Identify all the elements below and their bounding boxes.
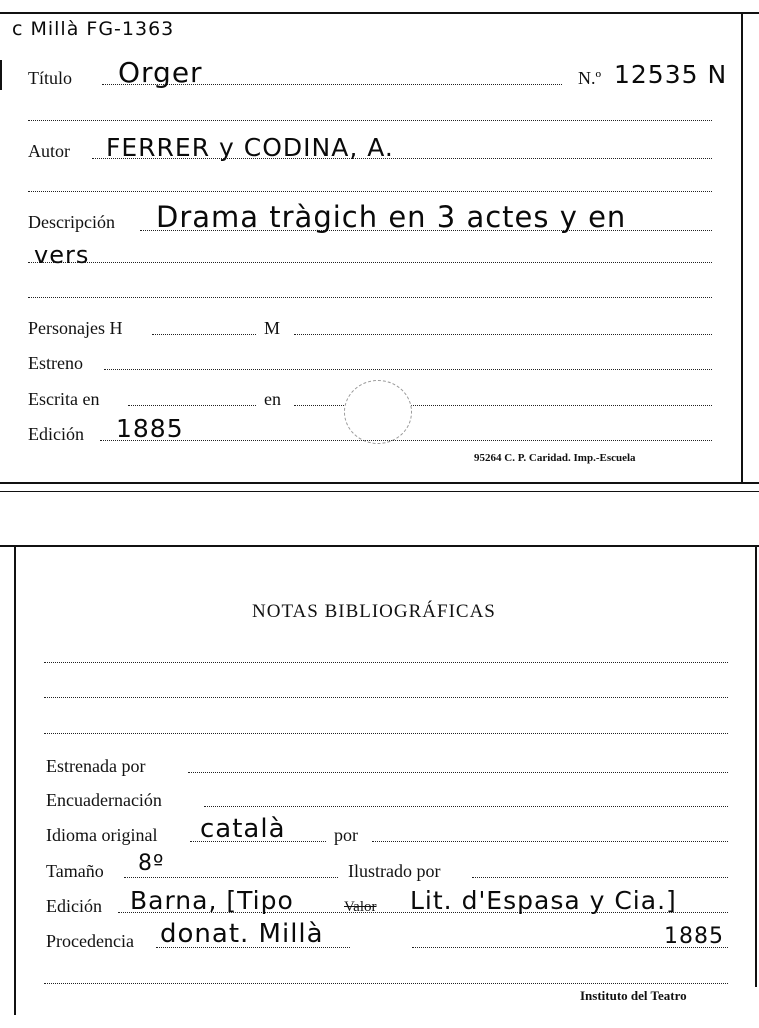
escrita-label: Escrita en <box>28 389 100 409</box>
descripcion-second-line <box>28 262 712 263</box>
tamano-line <box>124 877 338 878</box>
numero-value: 12535 N <box>614 60 728 89</box>
notas-line-1 <box>44 662 728 663</box>
card-1-left-mark <box>0 60 2 90</box>
card-2-left-border <box>14 545 16 1015</box>
descripcion-label: Descripción <box>28 212 115 232</box>
idioma-label: Idioma original <box>46 825 158 845</box>
titulo-value: Orger <box>118 56 203 89</box>
tamano-label: Tamaño <box>46 861 104 881</box>
procedencia-year: 1885 <box>664 924 724 949</box>
card-1-bottom-border-2 <box>0 491 759 492</box>
descripcion-value-2: vers <box>34 241 90 269</box>
procedencia-label: Procedencia <box>46 931 134 951</box>
edicion2-label: Edición <box>46 896 102 916</box>
titulo-second-line <box>28 120 712 121</box>
card-1-bottom-border <box>0 482 759 484</box>
card-2-right-border <box>755 547 757 987</box>
edicion-label: Edición <box>28 424 84 444</box>
punch-hole <box>344 380 412 444</box>
encuadernacion-line <box>204 806 728 807</box>
card-2-bottom-line <box>44 983 728 984</box>
descripcion-third-line <box>28 297 712 298</box>
card-1-right-border <box>741 14 743 484</box>
autor-value: FERRER y CODINA, A. <box>106 133 394 162</box>
notas-line-2 <box>44 697 728 698</box>
personajes-m-line <box>294 334 712 335</box>
edicion-value: 1885 <box>116 414 184 443</box>
encuadernacion-label: Encuadernación <box>46 790 162 810</box>
estreno-line <box>104 369 712 370</box>
notas-line-3 <box>44 733 728 734</box>
estrenada-line <box>188 772 728 773</box>
descripcion-value-1: Drama tràgich en 3 actes y en <box>156 200 627 234</box>
autor-second-line <box>28 191 712 192</box>
card-1-top-border <box>0 12 759 14</box>
idioma-value: català <box>200 814 286 844</box>
estreno-label: Estreno <box>28 353 83 373</box>
edicion2-value-1: Barna, [Tipo <box>130 886 294 915</box>
tamano-value: 8º <box>138 851 165 876</box>
autor-label: Autor <box>28 141 70 161</box>
procedencia-value: donat. Millà <box>160 919 324 949</box>
card-2-top-border <box>0 545 759 547</box>
notas-heading: NOTAS BIBLIOGRÁFICAS <box>252 601 496 622</box>
numero-label: N.º <box>578 68 602 88</box>
personajes-m-label: M <box>264 318 281 338</box>
escrita-line <box>128 405 256 406</box>
valor-label: Valor <box>344 899 377 915</box>
card-2-footer: Instituto del Teatro <box>580 988 687 1003</box>
por-line <box>372 841 728 842</box>
personajes-label: Personajes H <box>28 318 123 338</box>
titulo-label: Título <box>28 68 72 88</box>
ilustrado-line <box>472 877 728 878</box>
personajes-h-line <box>152 334 256 335</box>
escrita-en-label: en <box>264 389 281 409</box>
printer-note: 95264 C. P. Caridad. Imp.-Escuela <box>474 452 636 464</box>
por-label: por <box>334 825 358 845</box>
edicion-line <box>100 440 712 441</box>
ilustrado-label: Ilustrado por <box>348 861 441 881</box>
edicion2-value-2: Lit. d'Espasa y Cia.] <box>410 886 677 915</box>
catalog-mark: c Millà FG-1363 <box>12 18 175 40</box>
estrenada-label: Estrenada por <box>46 756 146 776</box>
